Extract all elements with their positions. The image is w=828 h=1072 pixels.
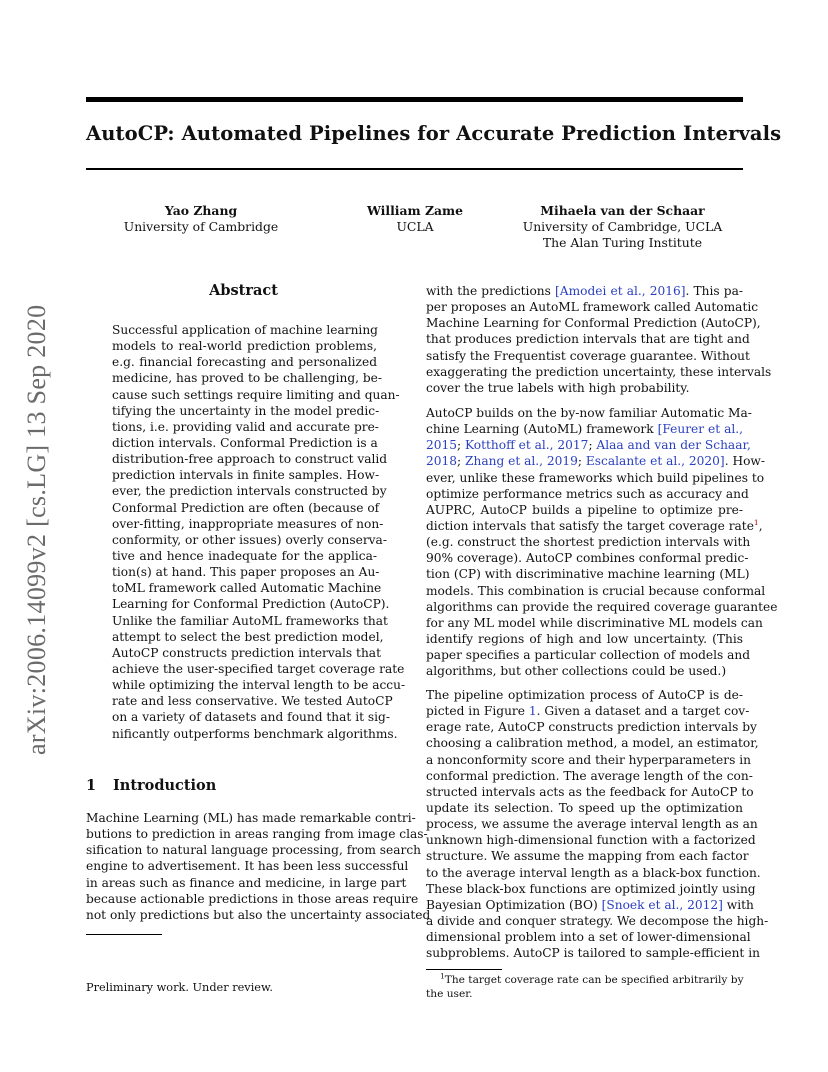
- text-run: algorithms can provide the required coverage guarantee: [426, 599, 778, 614]
- text-line: [426, 663, 743, 679]
- text-line: [426, 405, 752, 421]
- text-run: with the predictions: [426, 284, 556, 298]
- text-run: ;: [577, 454, 586, 469]
- text-line: [426, 897, 754, 913]
- text-run: cover the true labels with high probability.: [426, 380, 690, 395]
- text-run: per proposes an AutoML framework called Automatic: [426, 300, 759, 315]
- citation-link[interactable]: [Feurer et al.,: [657, 422, 744, 437]
- text-line: conformity, or other issues) overly conserva-: [112, 532, 387, 547]
- text-line: tion(s) at hand. This paper proposes an Au-: [112, 565, 380, 580]
- text-run: diction intervals that satisfy the target coverage rate: [426, 518, 754, 533]
- footnote-separator-right: [426, 969, 502, 970]
- author-affiliation: University of Cambridge: [123, 219, 279, 234]
- text-line: medicine, has proved to be challenging, be-: [112, 371, 383, 386]
- text-run: Bayesian Optimization (BO): [426, 897, 602, 912]
- text-run: dimensional problem into a set of lower-dimensional: [426, 930, 751, 945]
- citation-link[interactable]: Alaa and van der Schaar,: [596, 438, 751, 453]
- citation-link[interactable]: 2015: [426, 438, 458, 453]
- preliminary-note: Preliminary work. Under review.: [86, 981, 273, 994]
- text-run: . How-: [724, 454, 765, 469]
- text-line: while optimizing the interval length to be accu-: [112, 678, 406, 693]
- title-bottom-rule: [86, 168, 743, 170]
- text-run: models. This combination is crucial because conformal: [426, 583, 766, 598]
- citation-link[interactable]: 1: [528, 704, 537, 719]
- text-run: . This pa-: [685, 284, 743, 298]
- abstract-body: [112, 322, 406, 742]
- text-line: [426, 299, 759, 315]
- citation-link[interactable]: [Snoek et al., 2012]: [601, 897, 723, 912]
- text-line: AutoCP constructs prediction intervals that: [112, 645, 381, 660]
- text-line: not only predictions but also the uncertainty associated: [86, 907, 431, 922]
- text-line: [426, 283, 743, 299]
- arxiv-identifier-stamp[interactable]: arXiv:2006.14099v2 [cs.LG] 13 Sep 2020: [22, 304, 51, 755]
- text-run: ;: [588, 438, 597, 453]
- text-line: prediction intervals in finite samples. How-: [112, 468, 380, 483]
- text-line: [426, 784, 754, 800]
- text-run: choosing a calibration method, a model, an estimator,: [426, 736, 759, 751]
- text-line: [426, 615, 763, 631]
- text-line: tifying the uncertainty in the model predic-: [112, 403, 380, 418]
- text-line: [426, 752, 751, 768]
- footnote-text: the user.: [426, 988, 473, 1000]
- author-name: Mihaela van der Schaar: [540, 203, 705, 218]
- introduction-body: [86, 810, 431, 923]
- text-run: optimize performance metrics such as accuracy and: [426, 486, 749, 501]
- text-run: The pipeline optimization process of AutoCP is de-: [426, 688, 743, 702]
- author-name: William Zame: [366, 203, 464, 218]
- author-block-2: [330, 203, 500, 235]
- text-line: [426, 913, 769, 929]
- text-run: Machine Learning for Conformal Prediction (AutoCP),: [426, 316, 761, 331]
- citation-link[interactable]: Zhang et al., 2019: [465, 454, 578, 469]
- text-line: [426, 599, 778, 615]
- text-line: nificantly outperforms benchmark algorithms.: [112, 726, 398, 741]
- text-line: tive and hence inadequate for the applica-: [112, 548, 377, 563]
- text-run: a nonconformity score and their hyperparameters in: [426, 752, 751, 767]
- text-line: [426, 486, 749, 502]
- citation-link[interactable]: Escalante et al., 2020]: [585, 454, 725, 469]
- text-line: [426, 832, 756, 848]
- right-paragraph-3: [426, 687, 769, 961]
- text-run: for any ML model while discriminative ML models can: [426, 615, 763, 630]
- text-run: structure. We assume the mapping from each factor: [426, 849, 749, 864]
- text-line: butions to prediction in areas ranging from image clas-: [86, 827, 428, 842]
- text-run: satisfy the Frequentist coverage guarantee. Without: [426, 348, 750, 363]
- author-affiliation: UCLA: [396, 219, 434, 234]
- text-line: Successful application of machine learning: [112, 323, 378, 337]
- footnote-line: [426, 987, 743, 1001]
- text-line: models to real-world prediction problems,: [112, 339, 377, 354]
- text-run: These black-box functions are optimized jointly using: [426, 881, 756, 896]
- author-block-1: [116, 203, 286, 235]
- text-line: on a variety of datasets and found that it sig-: [112, 710, 390, 725]
- text-run: conformal prediction. The average length of the con-: [426, 768, 753, 783]
- text-line: [426, 848, 749, 864]
- text-line: [426, 881, 756, 897]
- text-line: toML framework called Automatic Machine: [112, 581, 382, 596]
- text-line: [426, 315, 761, 331]
- text-line: [426, 566, 750, 582]
- text-line: [426, 348, 750, 364]
- text-run: process, we assume the average interval length as an: [426, 817, 758, 832]
- footnote: [426, 973, 743, 1001]
- text-run: subproblems. AutoCP is tailored to sample-efficient in: [426, 946, 760, 961]
- section-number: 1: [86, 777, 97, 794]
- citation-link[interactable]: 2018: [426, 454, 458, 469]
- text-line: Unlike the familiar AutoML frameworks that: [112, 613, 388, 628]
- text-run: picted in Figure: [426, 704, 529, 719]
- citation-link[interactable]: Kotthoff et al., 2017: [465, 438, 589, 453]
- text-line: tions, i.e. providing valid and accurate pre-: [112, 419, 379, 434]
- text-run: paper specifies a particular collection of models and: [426, 648, 751, 663]
- text-line: ever, the prediction intervals constructed by: [112, 484, 387, 499]
- text-run: ;: [457, 438, 466, 453]
- text-line: [426, 719, 757, 735]
- text-run: ever, unlike these frameworks which build pipelines to: [426, 470, 765, 485]
- footnote-separator-left: [86, 934, 162, 935]
- text-line: [426, 364, 772, 380]
- text-line: [426, 534, 751, 550]
- text-run: chine Learning (AutoML) framework: [426, 422, 658, 437]
- text-line: Learning for Conformal Prediction (AutoCP).: [112, 597, 390, 612]
- text-line: [426, 687, 743, 703]
- text-line: [426, 929, 751, 945]
- text-run: algorithms, but other collections could be used.): [426, 664, 727, 679]
- text-line: engine to advertisement. It has been less successful: [86, 859, 409, 874]
- text-run: erage rate, AutoCP constructs prediction intervals by: [426, 720, 757, 735]
- text-line: [426, 550, 749, 566]
- text-run: tion (CP) with discriminative machine learning (ML): [426, 567, 750, 582]
- text-line: [426, 703, 750, 719]
- author-affiliation: University of Cambridge, UCLA: [522, 219, 723, 234]
- text-run: . Given a dataset and a target cov-: [536, 704, 750, 719]
- text-line: diction intervals. Conformal Prediction is a: [112, 435, 378, 450]
- text-line: [426, 945, 760, 961]
- text-run: update its selection. To speed up the optimization: [426, 800, 743, 815]
- text-run: a divide and conquer strategy. We decompose the high-: [426, 913, 769, 928]
- footnote-mark: 1: [440, 971, 445, 981]
- section-title: Introduction: [113, 777, 217, 794]
- citation-link[interactable]: [Amodei et al., 2016]: [555, 284, 686, 298]
- author-name: Yao Zhang: [164, 203, 238, 218]
- text-line: [426, 647, 751, 663]
- abstract-heading: Abstract: [209, 282, 278, 299]
- paper-title: AutoCP: Automated Pipelines for Accurate Prediction Intervals: [86, 122, 782, 145]
- text-line: over-fitting, inappropriate measures of non-: [112, 516, 384, 531]
- text-line: [426, 768, 753, 784]
- text-run: (e.g. construct the shortest prediction intervals with: [426, 535, 751, 550]
- text-line: sification to natural language processing, from search: [86, 843, 422, 858]
- text-line: [426, 331, 750, 347]
- text-line: [426, 437, 751, 453]
- text-line: [426, 502, 743, 518]
- right-paragraph-1: [426, 283, 772, 396]
- text-line: rate and less conservative. We tested AutoCP: [112, 694, 393, 709]
- section-heading: [86, 777, 216, 794]
- text-run: AutoCP builds on the by-now familiar Automatic Ma-: [426, 406, 752, 420]
- author-affiliation: The Alan Turing Institute: [542, 235, 703, 250]
- text-line: Machine Learning (ML) has made remarkable contri-: [86, 811, 416, 825]
- text-line: [426, 470, 765, 486]
- text-run: 90% coverage). AutoCP combines conformal predic-: [426, 551, 749, 566]
- text-line: [426, 421, 743, 437]
- author-block-3: [510, 203, 735, 251]
- text-run: ;: [457, 454, 466, 469]
- text-run: to the average interval length as a black-box function.: [426, 865, 761, 880]
- footnote-reference[interactable]: 1: [753, 517, 759, 527]
- text-run: structed intervals acts as the feedback for AutoCP to: [426, 784, 754, 799]
- text-line: cause such settings require limiting and quan-: [112, 387, 400, 402]
- footnote-line: [426, 973, 743, 987]
- text-line: [426, 517, 763, 534]
- text-line: e.g. financial forecasting and personalized: [112, 355, 377, 370]
- footnote-text: The target coverage rate can be specified arbitrarily by: [444, 974, 744, 986]
- text-line: achieve the user-specified target coverage rate: [112, 661, 405, 676]
- right-paragraph-2: [426, 405, 778, 679]
- text-line: [426, 865, 761, 881]
- text-line: [426, 735, 759, 751]
- text-line: in areas such as finance and medicine, in large part: [86, 875, 407, 890]
- text-run: AUPRC, AutoCP builds a pipeline to optimize pre-: [426, 502, 743, 517]
- text-line: [426, 816, 758, 832]
- text-line: Conformal Prediction are often (because of: [112, 500, 380, 515]
- text-line: [426, 800, 743, 816]
- text-run: that produces prediction intervals that are tight and: [426, 332, 750, 347]
- text-run: with: [722, 897, 754, 912]
- title-top-rule: [86, 97, 743, 102]
- text-line: attempt to select the best prediction model,: [112, 629, 384, 644]
- text-line: because actionable predictions in those areas require: [86, 891, 419, 906]
- text-line: [426, 380, 743, 396]
- text-line: distribution-free approach to construct valid: [112, 452, 388, 467]
- text-line: [426, 453, 765, 469]
- text-line: [426, 631, 743, 647]
- text-run: exaggerating the prediction uncertainty, these intervals: [426, 364, 772, 379]
- text-run: unknown high-dimensional function with a factorized: [426, 833, 756, 848]
- text-line: [426, 583, 766, 599]
- text-run: ,: [758, 518, 763, 533]
- text-run: identify regions of high and low uncertainty. (This: [426, 631, 743, 646]
